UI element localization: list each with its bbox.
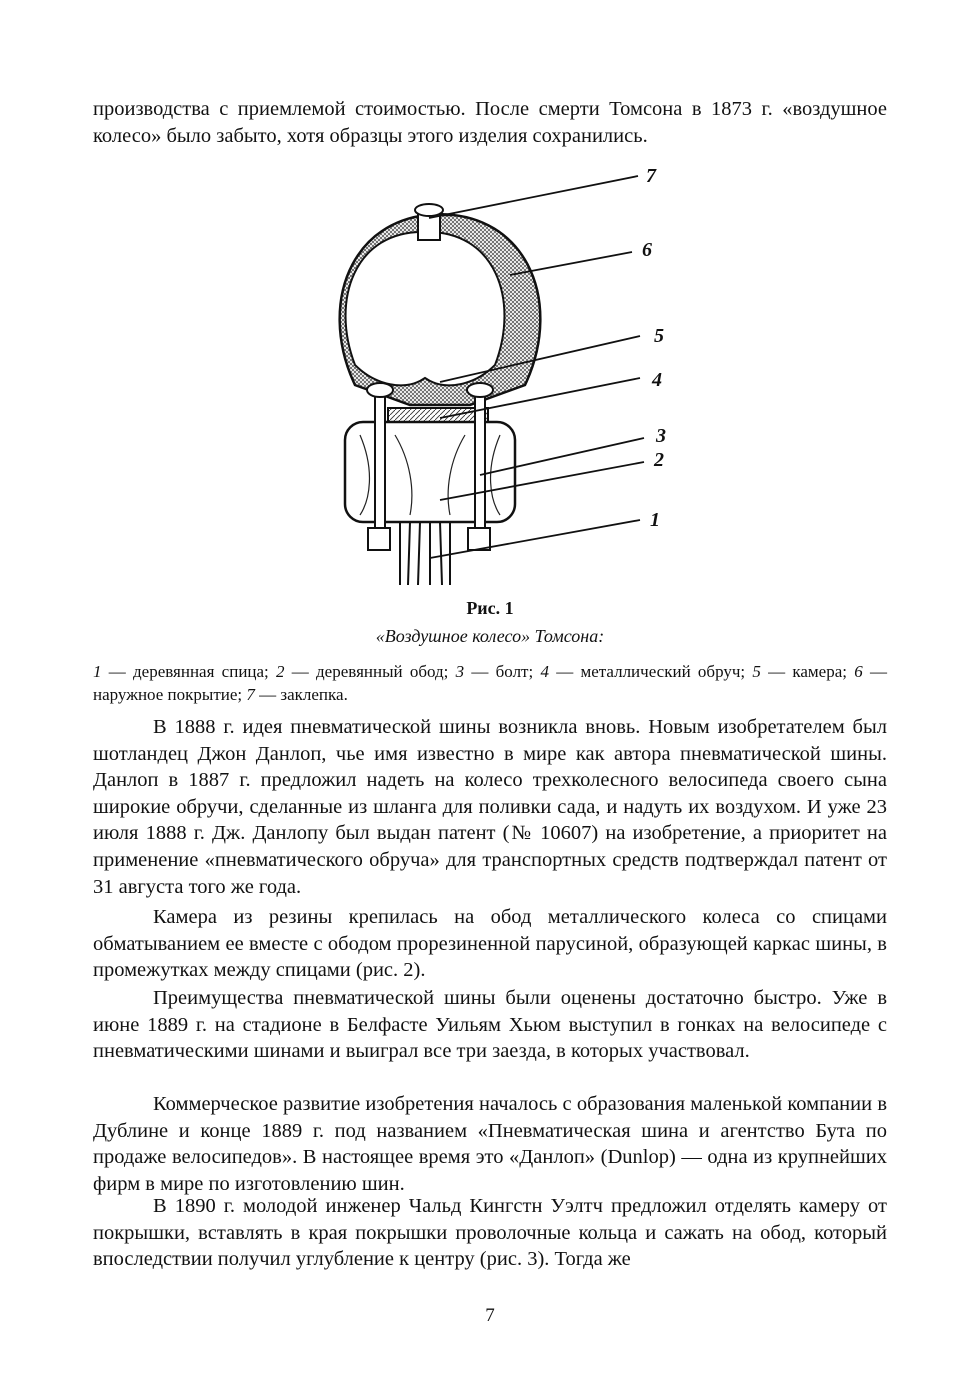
- paragraph-advantages: Преимущества пневматической шины были оценены достаточно быстро. Уже в июне 1889 г. на стадионе в Белфасте Уильям Хьюм выступил в гонках на велосипеде с пневматическими шинами и выиграл все три заезда, в которых участвовал.: [93, 987, 887, 1063]
- label-3: 3: [656, 425, 666, 447]
- figure-title: Рис. 1: [466, 598, 514, 618]
- figure-caption: «Воздушное колесо» Томсона:: [375, 626, 605, 646]
- paragraph-dunlop: В 1888 г. идея пневматической шины возникла вновь. Новым изобретателем был шотландец Джон Данлоп, чье имя известно в мире как автора пневматической шины. Данлоп в 1887 г. предложил надеть на колесо трехколесного велосипеда своего сына широкие обручи, сделанные из шланга для поливки сада, и надуть их воздухом. И уже 23 июля 1888 г. Дж. Данлопу был выдан патент (№ 10607) на изобретение, а приоритет на применение «пневматического обруча» для транспортных средств подтверждал патент от 31 августа того же года.: [93, 716, 887, 898]
- bolt-left: [375, 390, 385, 540]
- air-chamber: [346, 232, 505, 385]
- figure-legend: 1 — деревянная спица; 2 — деревянный обод; 3 — болт; 4 — металлический обруч; 5 — камера; 6 — наружное покрытие; 7 — заклепка.: [93, 662, 887, 704]
- paragraph-camera: Камера из резины крепилась на обод металлического колеса со спицами обматыванием ее вместе с ободом прорезиненной парусиной, образующей каркас шины, в промежутках между спицами (рис. 2).: [93, 906, 887, 982]
- thomson-wheel-diagram: [300, 160, 690, 590]
- page-number: 7: [485, 1305, 495, 1326]
- label-7: 7: [646, 165, 656, 187]
- label-6: 6: [642, 239, 652, 261]
- label-2: 2: [654, 449, 664, 471]
- bolt-right: [475, 390, 485, 540]
- paragraph-welch: В 1890 г. молодой инженер Чальд Кингстн Уэлтч предложил отделять камеру от покрышки, вставлять в края покрышки проволочные кольца и сажать на обод, который впоследствии получил углубление к центру (рис. 3). Тогда же: [93, 1195, 887, 1271]
- label-5: 5: [654, 325, 664, 347]
- paragraph-commercial: Коммерческое развитие изобретения началось с образования маленькой компании в Дублине и конце 1889 г. под названием «Пневматическая шина и агентство Бута по продаже велосипедов». В настоящее время это «Данлоп» (Dunlop) — одна из крупнейших фирм в мире по изготовлению шин.: [93, 1093, 887, 1195]
- label-1: 1: [650, 509, 660, 531]
- intro-paragraph: производства с приемлемой стоимостью. После смерти Томсона в 1873 г. «воздушное колесо» было забыто, хотя образцы этого изделия сохранились.: [93, 98, 887, 147]
- wooden-spoke: [400, 522, 450, 585]
- label-4: 4: [652, 369, 662, 391]
